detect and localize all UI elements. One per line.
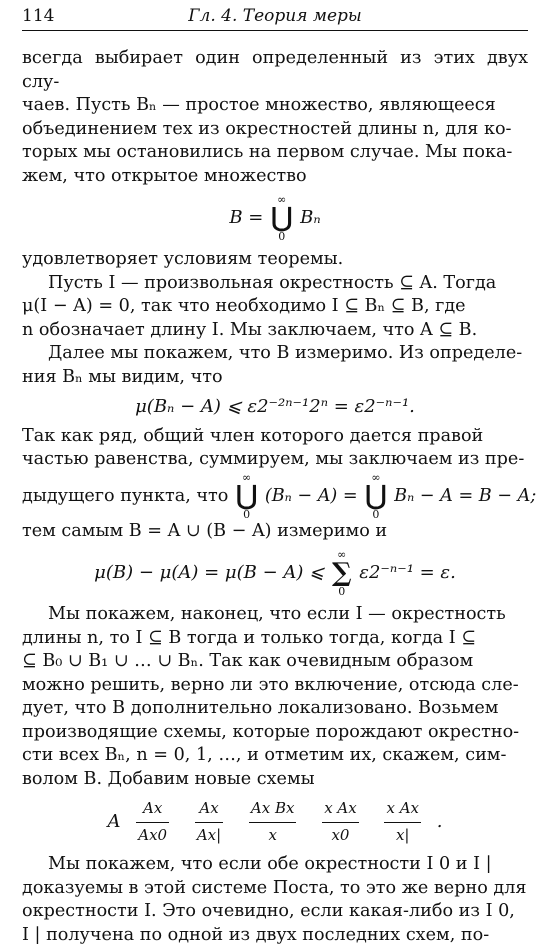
scheme-conclusion: Ax0 bbox=[136, 823, 169, 848]
text-line: I | получена по одной из двух последних схем, по- bbox=[22, 924, 528, 947]
text-line: Пусть I — произвольная окрестность ⊆ A. Тогда bbox=[22, 272, 528, 296]
formula-text: μ(B) − μ(A) = μ(B − A) ⩽ bbox=[94, 562, 324, 583]
formula-end-period: . bbox=[437, 811, 443, 832]
formula-text: B = bbox=[229, 207, 269, 228]
big-union-symbol: ⋃ bbox=[365, 483, 386, 509]
scheme-premise: Ax bbox=[195, 797, 223, 823]
formula-text: ε2⁻ⁿ⁻¹ = ε. bbox=[359, 562, 456, 583]
formula-text: (Bₙ − A) = bbox=[265, 486, 358, 506]
text-line: частью равенства, суммируем, мы заключаем из пре- bbox=[22, 448, 528, 472]
lower-limit: 0 bbox=[365, 509, 386, 520]
text-line: тем самым B = A ∪ (B − A) измеримо и bbox=[22, 520, 528, 544]
scheme-1 bbox=[136, 797, 169, 847]
big-union-symbol: ⋃ bbox=[236, 483, 257, 509]
union-operator bbox=[236, 472, 257, 520]
scheme-premise: Ax Bx bbox=[249, 797, 297, 823]
text-line: чаев. Пусть Bₙ — простое множество, являющееся bbox=[22, 94, 528, 118]
scheme-3 bbox=[249, 797, 297, 847]
text-line: торых мы остановились на первом случае. Мы пока- bbox=[22, 141, 528, 165]
page-header bbox=[22, 0, 528, 31]
formula-schemes bbox=[22, 797, 528, 847]
upper-limit: ∞ bbox=[365, 472, 386, 483]
scheme-conclusion: x bbox=[249, 823, 297, 848]
formula-measure-estimate: μ(Bₙ − A) ⩽ ε2⁻²ⁿ⁻¹2ⁿ = ε2⁻ⁿ⁻¹. bbox=[22, 395, 528, 419]
text-line: μ(I − A) = 0, так что необходимо I ⊆ Bₙ ⊆ B, где bbox=[22, 295, 528, 319]
text-line: окрестности I. Это очевидно, если какая-либо из I 0, bbox=[22, 900, 528, 924]
scheme-conclusion: Ax| bbox=[195, 823, 223, 848]
text-line: ния Bₙ мы видим, что bbox=[22, 366, 528, 390]
text-line: производящие схемы, которые порождают окрестно- bbox=[22, 721, 528, 745]
scheme-4 bbox=[322, 797, 359, 847]
text-line: n обозначает длину I. Мы заключаем, что A ⊆ B. bbox=[22, 319, 528, 343]
text-line: Далее мы покажем, что B измеримо. Из определе- bbox=[22, 342, 528, 366]
upper-limit: ∞ bbox=[236, 472, 257, 483]
lower-limit: 0 bbox=[332, 586, 352, 597]
sum-operator bbox=[332, 549, 352, 597]
lower-limit: 0 bbox=[271, 231, 292, 242]
text-line: удовлетворяет условиям теоремы. bbox=[22, 248, 528, 272]
formula-text: Bₙ − A = B − A; bbox=[394, 486, 536, 506]
text-line: всегда выбирает один определенный из этих двух слу- bbox=[22, 47, 528, 94]
text-line: доказуемы в этой системе Поста, то это же верно для bbox=[22, 877, 528, 901]
text-line: Мы покажем, что если обе окрестности I 0 и I | bbox=[22, 853, 528, 877]
scheme-premise: x Ax bbox=[384, 797, 421, 823]
lower-limit: 0 bbox=[236, 509, 257, 520]
text-line-with-formula bbox=[22, 472, 528, 520]
scheme-premise: Ax bbox=[136, 797, 169, 823]
sigma-symbol: ∑ bbox=[332, 560, 352, 586]
text-line: Мы покажем, наконец, что если I — окрестность bbox=[22, 603, 528, 627]
text-line: ⊆ B₀ ∪ B₁ ∪ … ∪ Bₙ. Так как очевидным образом bbox=[22, 650, 528, 674]
union-operator bbox=[271, 194, 292, 242]
upper-limit: ∞ bbox=[271, 194, 292, 205]
formula-union bbox=[22, 194, 528, 242]
text-line: дует, что B дополнительно локализовано. Возьмем bbox=[22, 697, 528, 721]
body-text bbox=[22, 47, 528, 947]
text-line: волом B. Добавим новые схемы bbox=[22, 768, 528, 792]
scheme-premise: x Ax bbox=[322, 797, 359, 823]
scheme-5 bbox=[384, 797, 421, 847]
formula-sum bbox=[22, 549, 528, 597]
text-line: Так как ряд, общий член которого дается правой bbox=[22, 425, 528, 449]
page-number: 114 bbox=[22, 6, 54, 26]
scheme-axiom: A bbox=[108, 811, 121, 832]
text-fragment: дыдущего пункта, что bbox=[22, 486, 228, 506]
scheme-conclusion: x0 bbox=[322, 823, 359, 848]
text-line: можно решить, верно ли это включение, отсюда сле- bbox=[22, 674, 528, 698]
text-line: длины n, то I ⊆ B тогда и только тогда, когда I ⊆ bbox=[22, 627, 528, 651]
text-line: сти всех Bₙ, n = 0, 1, …, и отметим их, скажем, сим- bbox=[22, 744, 528, 768]
formula-text: Bₙ bbox=[300, 207, 321, 228]
running-title: Гл. 4. Теория меры bbox=[22, 6, 528, 26]
scheme-2 bbox=[195, 797, 223, 847]
upper-limit: ∞ bbox=[332, 549, 352, 560]
scheme-conclusion: x| bbox=[384, 823, 421, 848]
text-line: объединением тех из окрестностей длины n, для ко- bbox=[22, 118, 528, 142]
text-line: жем, что открытое множество bbox=[22, 165, 528, 189]
union-operator bbox=[365, 472, 386, 520]
big-union-symbol: ⋃ bbox=[271, 205, 292, 231]
